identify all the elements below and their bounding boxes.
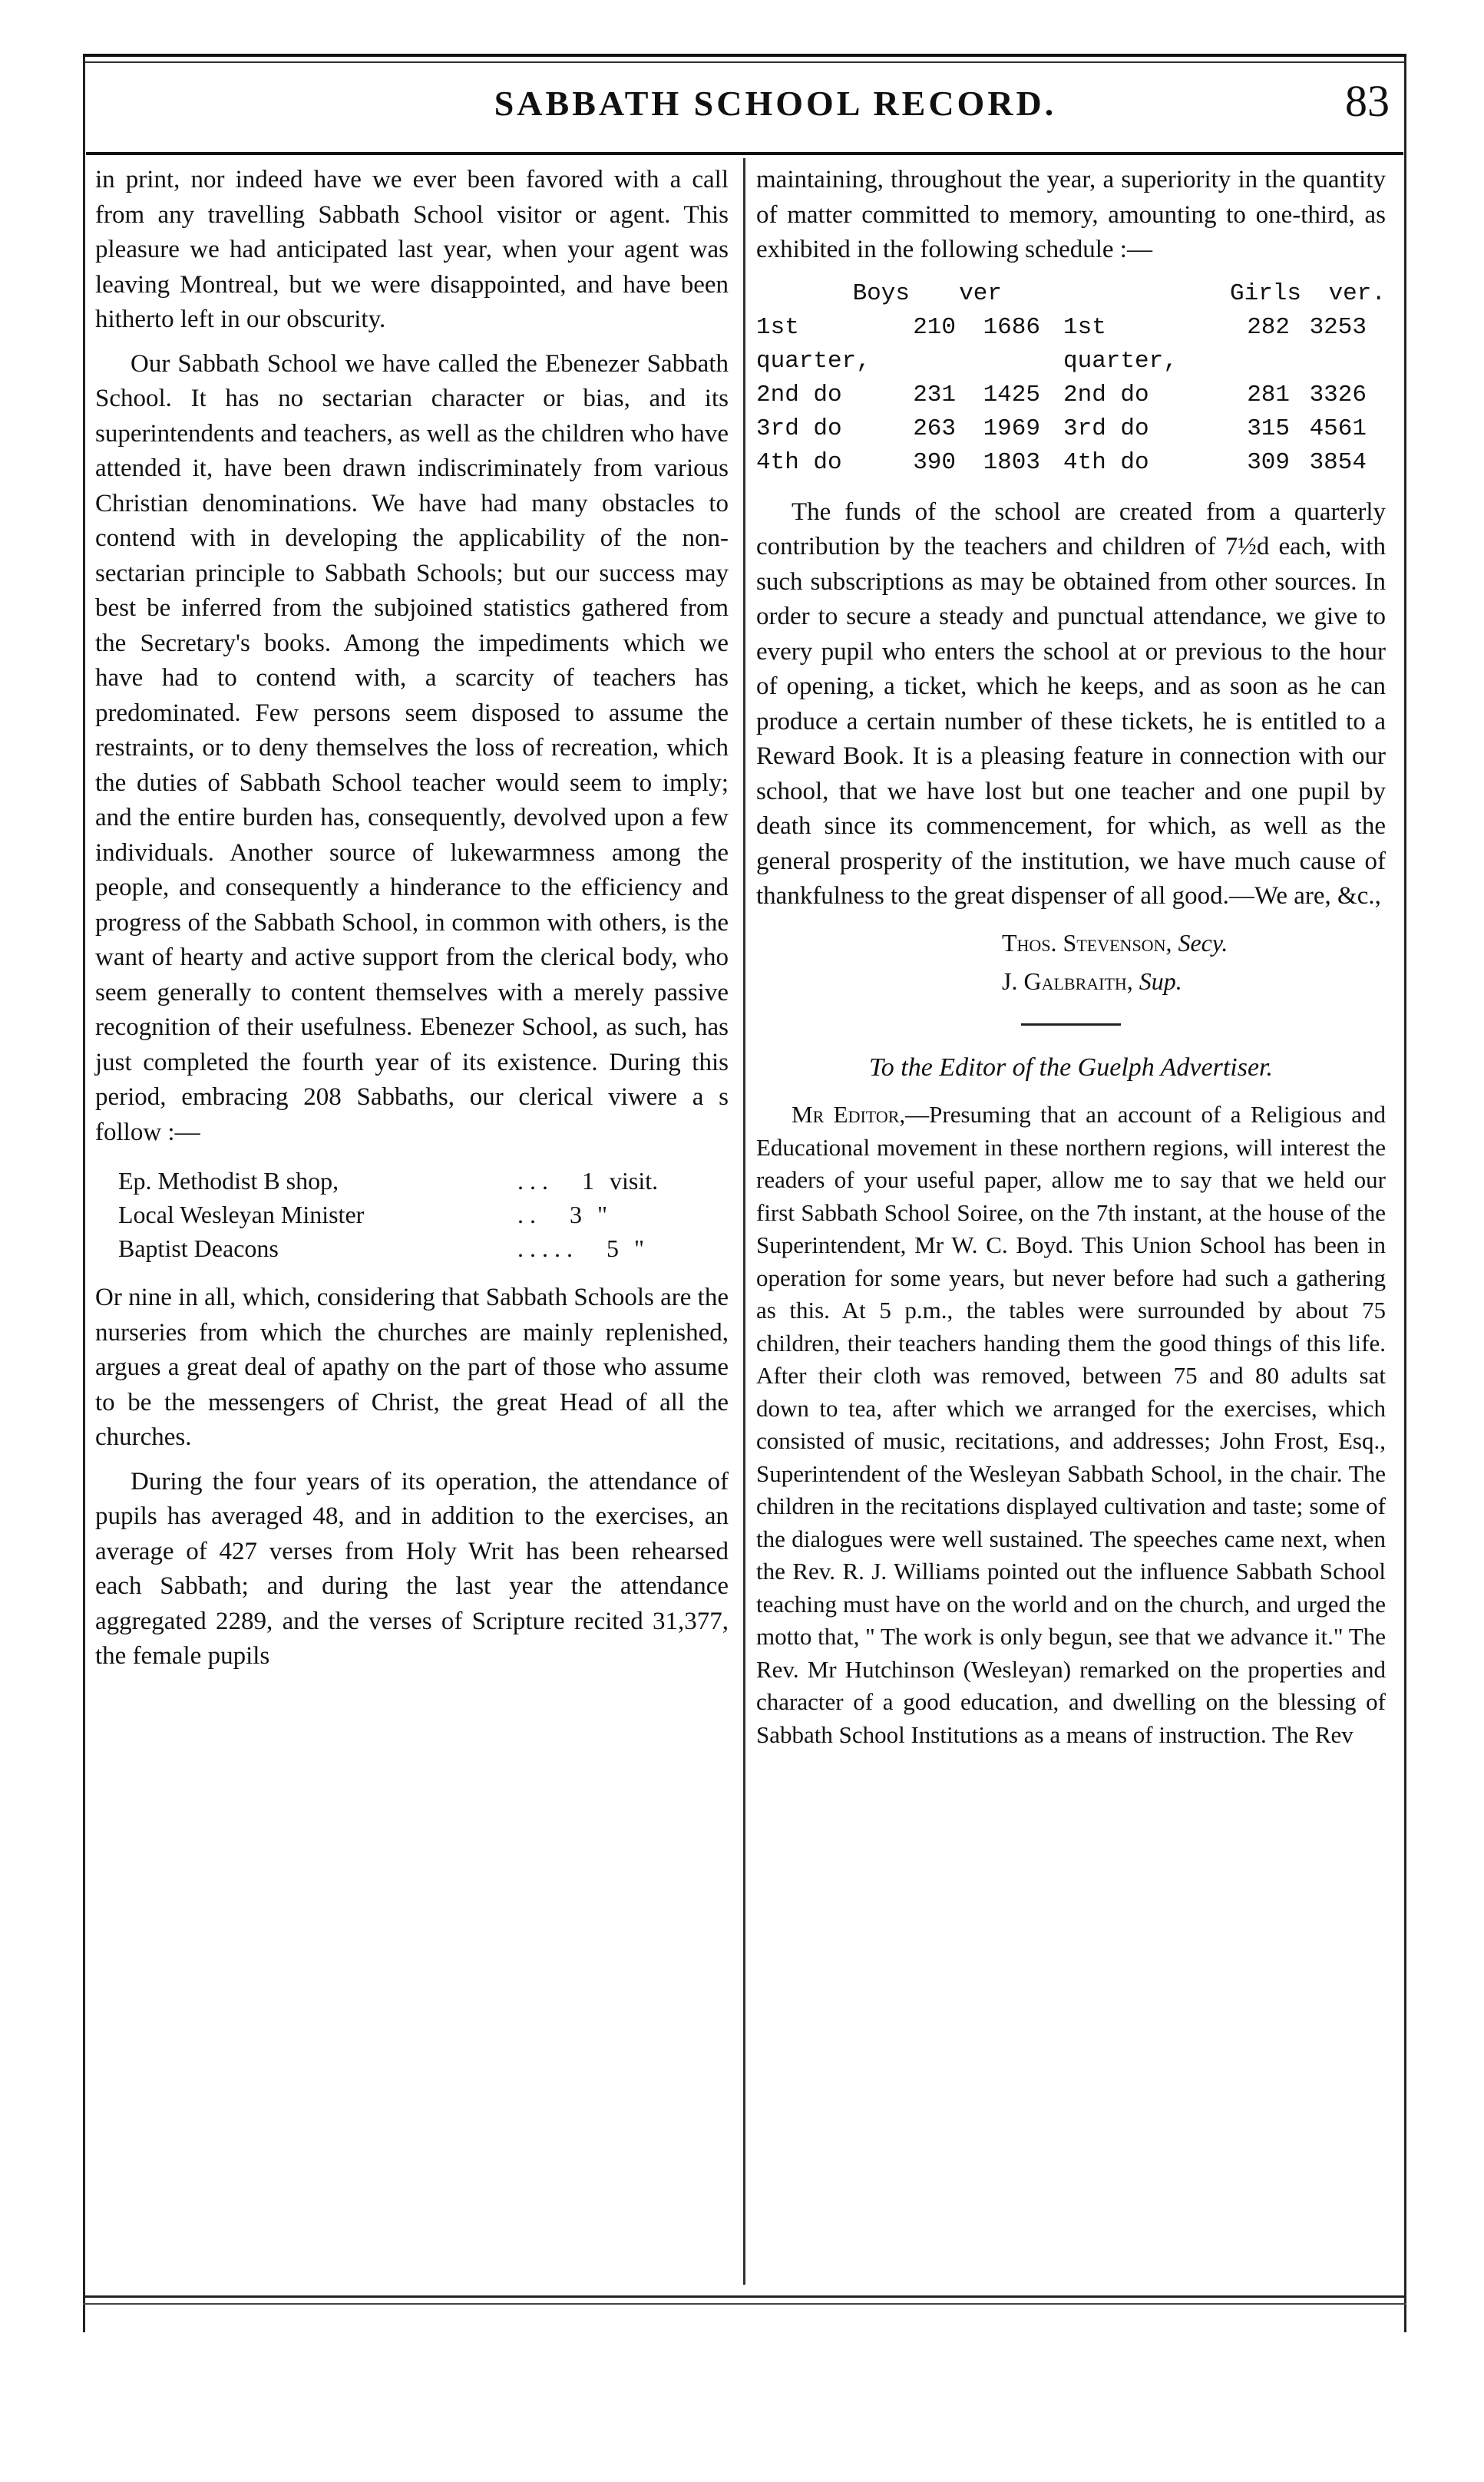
right-paragraph-1: maintaining, throughout the year, a superiority in the quantity of matter committed to memory, amounting to one-third, as exhibited in the following schedule :— [756, 166, 1386, 263]
left-paragraph-1: in print, nor indeed have we ever been favored with a call from any travelling Sabbath School visitor or agent. This pleasure we had anticipated last year, when your agent was leaving Montreal, but we were disappointed, and have been hitherto left in our obscurity. [95, 166, 729, 333]
schedule-boys: 210 [913, 313, 956, 341]
schedule-head-girls-ver: ver. [1328, 279, 1386, 307]
schedule-quarter: 2nd do [756, 381, 842, 408]
signatory-role: Secy. [1178, 928, 1228, 957]
left-paragraph-3: Or nine in all, which, considering that Sabbath Schools are the nurseries from which the churches are mainly replenished, argues a great deal of apathy on the part of those who assume to be the messengers of Christ, the great Head of all the churches. [95, 1284, 729, 1451]
schedule-boys: 390 [913, 448, 956, 476]
left-paragraph-4: During the four years of its operation, the attendance of pupils has averaged 48, and in addition to the exercises, an average of 427 verses from Holy Writ has been rehearsed each Sabbath; and during the last year the attendance aggregated 2289, and the verses of Scripture recited 31,377, the female pupils [95, 1467, 729, 1670]
signatory-name: J. Galbraith, [1002, 967, 1133, 995]
schedule-boys-verses: 1969 [983, 415, 1040, 442]
signatory-role: Sup. [1139, 967, 1182, 995]
visit-row [118, 1231, 729, 1265]
visit-unit: " [634, 1234, 645, 1262]
signature-block [1002, 924, 1386, 1000]
schedule-girls-verses: 3326 [1309, 381, 1367, 408]
visit-count: 5 [606, 1234, 619, 1262]
schedule-girls-verses: 3253 [1309, 313, 1367, 341]
header-rule [86, 152, 1403, 155]
letter-body [756, 1099, 1386, 1751]
schedule-girls-verses: 3854 [1309, 448, 1367, 476]
signatory-name: Thos. Stevenson, [1002, 928, 1172, 957]
schedule-quarter: 2nd do [1063, 381, 1149, 408]
signature-line [1002, 962, 1386, 1000]
schedule-head-boys: Boys [852, 279, 910, 307]
schedule-quarter: 3rd do [1063, 415, 1149, 442]
schedule-boys-verses: 1803 [983, 448, 1040, 476]
schedule-head-boys-ver: ver [959, 279, 1002, 307]
letter-heading: To the Editor of the Guelph Advertiser. [868, 1053, 1274, 1082]
schedule-quarter: 4th do [1063, 448, 1149, 476]
schedule-girls: 282 [1247, 313, 1290, 341]
schedule-girls: 315 [1247, 415, 1290, 442]
schedule-head-girls: Girls [1229, 279, 1301, 307]
schedule-quarter: 3rd do [756, 415, 842, 442]
schedule-boys: 263 [913, 415, 956, 442]
visit-leader-dots: . . [517, 1201, 536, 1228]
signature-line [1002, 924, 1386, 962]
clerical-visits-list [118, 1164, 729, 1265]
bottom-rule [83, 2295, 1406, 2298]
schedule-girls-verses: 4561 [1309, 415, 1367, 442]
visit-name: Baptist Deacons [118, 1234, 279, 1262]
letter-text: —Presuming that an account of a Religious and Educational movement in these northern regions, will interest the readers of your useful paper, allow me to say that we held our first Sabbath School Soiree, on the 7th instant, at the house of the Superintendent, Mr W. C. Boyd. This Union School has been in operation for some years, but never before had such a gathering as this. At 5 p.m., the tables were surrounded by about 75 children, their teachers handing them the good things of this life. After their cloth was removed, between 75 and 80 adults sat down to tea, after which we arranged for the exercises, which consisted of music, recitations, and addresses; John Frost, Esq., Superintendent of the Wesleyan Sabbath School, in the chair. The children in the recitations displayed cultivation and taste; some of the dialogues were well sustained. The speeches came next, when the Rev. R. J. Williams pointed out the influence Sabbath School teaching must have on the world and on the church, and urged the motto that, " The work is only begun, see that we advance it." The Rev. Mr Hutchinson (Wesleyan) remarked on the properties and character of a good education, and dwelling on the blessing of Sabbath School Institutions as a means of instruction. The Rev [756, 1101, 1386, 1748]
right-column [756, 163, 1386, 1760]
schedule-girls: 309 [1247, 448, 1290, 476]
schedule-row [756, 378, 1386, 412]
schedule-boys-verses: 1686 [983, 313, 1040, 341]
visit-leader-dots: . . . . . [517, 1234, 573, 1262]
schedule-quarter: 1st quarter, [1063, 313, 1178, 375]
schedule-girls: 281 [1247, 381, 1290, 408]
visit-unit: visit. [610, 1167, 659, 1195]
schedule-row [756, 311, 1386, 378]
page-number: 83 [1345, 76, 1390, 126]
visit-name: Ep. Methodist B shop, [118, 1167, 339, 1195]
visit-unit: " [597, 1201, 608, 1228]
left-paragraph-2: Our Sabbath School we have called the Ebenezer Sabbath School. It has no sectarian character or bias, and its superintendents and teachers, as well as the children who have attended it, have been drawn indiscriminately from various Christian denominations. We have had many obstacles to contend with in developing the applicability of the non-sectarian principle to Sabbath Schools; but our success may best be inferred from the subjoined statistics gathered from the Secretary's books. Among the impediments which we have had to contend with, a scarcity of teachers has predominated. Few persons seem disposed to assume the restraints, or to deny themselves the loss of recreation, which the duties of Sabbath School teacher would seem to imply; and the entire burden has, consequently, devolved upon a few individuals. Another source of lukewarmness among the people, and consequently a hinderance to the efficiency and progress of the Sabbath School, in common with others, is the want of hearty and active support from the clerical body, who seem generally to content themselves with a merely passive recognition of their usefulness. Ebenezer School, as such, has just completed the fourth year of its existence. During this period, embracing 208 Sabbaths, our clerical viwere a s follow :— [95, 349, 729, 1146]
running-head-title: SABBATH SCHOOL RECORD. [494, 84, 1057, 123]
visit-count: 1 [582, 1167, 594, 1195]
visit-name: Local Wesleyan Minister [118, 1201, 365, 1228]
schedule-quarter: 1st quarter, [756, 313, 871, 375]
visit-leader-dots: . . . [517, 1167, 548, 1195]
schedule-quarter: 4th do [756, 448, 842, 476]
schedule-row [756, 412, 1386, 446]
visit-count: 3 [570, 1201, 582, 1228]
left-column [95, 163, 729, 1684]
visit-row [118, 1198, 729, 1231]
visit-row [118, 1164, 729, 1198]
schedule-header [756, 277, 1386, 311]
letter-salutation: Mr Editor, [792, 1101, 906, 1128]
schedule-row [756, 446, 1386, 480]
schedule-boys-verses: 1425 [983, 381, 1040, 408]
column-divider [743, 158, 745, 2285]
schedule-boys: 231 [913, 381, 956, 408]
right-paragraph-2: The funds of the school are created from a quarterly contribution by the teachers and children of 7½d each, with such subscriptions as may be obtained from other sources. In order to secure a steady and punctual attendance, we give to every pupil who enters the school at or previous to the hour of opening, a ticket, which he keeps, and as soon as he can produce a certain number of these tickets, he is entitled to a Reward Book. It is a pleasing feature in connection with our school, that we have lost but one teacher and one pupil by death since its commencement, for which, as well as the general prosperity of the institution, we have much cause of thankfulness to the great dispenser of all good.—We are, &c., [756, 497, 1386, 910]
attendance-schedule [756, 277, 1386, 480]
bottom-rule-thin [83, 2303, 1406, 2305]
section-separator [1021, 1023, 1121, 1026]
